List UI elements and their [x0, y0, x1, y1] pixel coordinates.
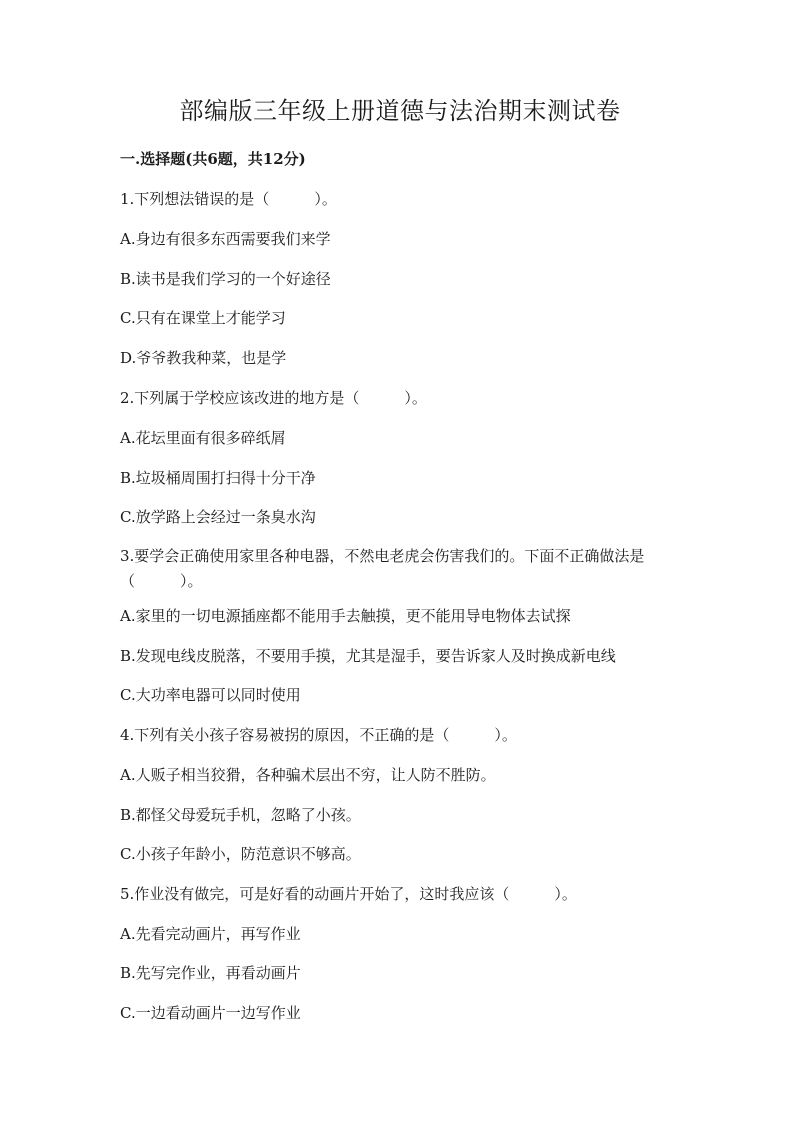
question-1-stem: 1.下列想法错误的是（ ）。	[120, 190, 337, 208]
question-5-option-c: C.一边看动画片一边写作业	[120, 1004, 301, 1022]
question-5-option-b: B.先写完作业，再看动画片	[120, 964, 301, 982]
page-title: 部编版三年级上册道德与法治期末测试卷	[179, 97, 621, 125]
question-1-option-a: A.身边有很多东西需要我们来学	[120, 230, 331, 248]
question-2-option-c: C.放学路上会经过一条臭水沟	[120, 508, 316, 526]
question-4-option-a: A.人贩子相当狡猾，各种骗术层出不穷，让人防不胜防。	[120, 766, 496, 784]
question-4-option-c: C.小孩子年龄小，防范意识不够高。	[120, 845, 361, 863]
question-4-option-b: B.都怪父母爱玩手机，忽略了小孩。	[120, 806, 361, 824]
question-4-stem: 4.下列有关小孩子容易被拐的原因，不正确的是（ ）。	[120, 726, 517, 744]
question-2-option-b: B.垃圾桶周围打扫得十分干净	[120, 469, 316, 487]
question-3-option-a: A.家里的一切电源插座都不能用手去触摸，更不能用导电物体去试探	[120, 607, 571, 625]
question-3-option-c: C.大功率电器可以同时使用	[120, 686, 301, 704]
question-5-stem: 5.作业没有做完，可是好看的动画片开始了，这时我应该（ ）。	[120, 885, 577, 903]
question-2-stem: 2.下列属于学校应该改进的地方是（ ）。	[120, 389, 427, 407]
question-1-option-b: B.读书是我们学习的一个好途径	[120, 270, 331, 288]
question-3-option-b: B.发现电线皮脱落，不要用手摸，尤其是湿手，要告诉家人及时换成新电线	[120, 647, 616, 665]
question-3-stem: 3.要学会正确使用家里各种电器，不然电老虎会伤害我们的。下面不正确做法是（ ）。	[120, 547, 645, 590]
section-heading: 一.选择题(共6题，共12分)	[120, 150, 306, 168]
question-1-option-c: C.只有在课堂上才能学习	[120, 309, 286, 327]
question-5-option-a: A.先看完动画片，再写作业	[120, 925, 301, 943]
question-1-option-d: D.爷爷教我种菜，也是学	[120, 349, 287, 367]
question-2-option-a: A.花坛里面有很多碎纸屑	[120, 429, 286, 447]
